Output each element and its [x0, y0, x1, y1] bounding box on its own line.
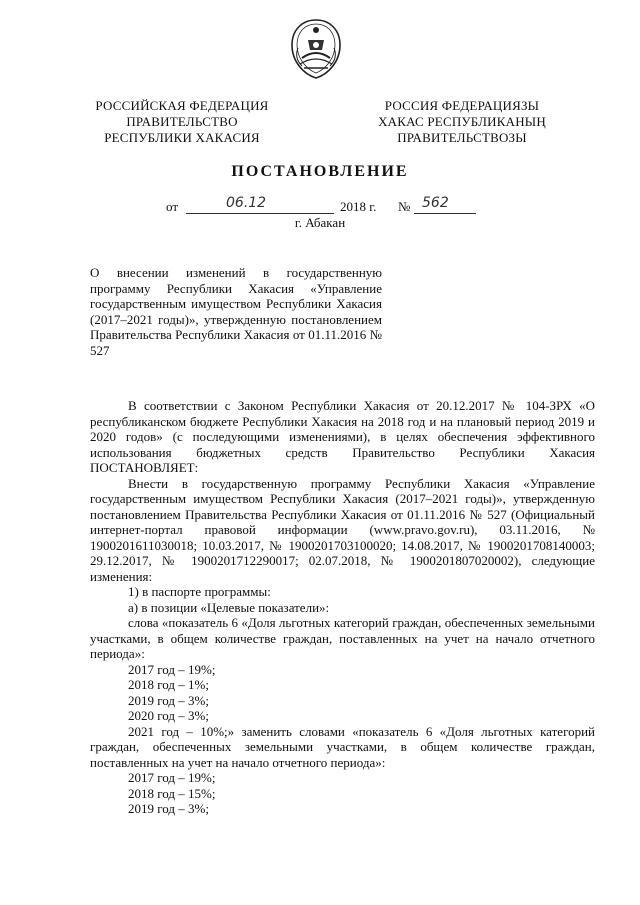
coat-of-arms-emblem — [288, 18, 344, 80]
body-paragraph: В соответствии с Законом Республики Хакасия от 20.12.2017 № 104-ЗРХ «О республиканском бюджете Республики Хакасия на 2018 год и на плановый период 2019 и 2020 годов» (с последующими изменениями), в целях обеспечения эффективного использования бюджетных средств Правительство Республики Хакасия ПОСТАНОВЛЯЕТ: — [90, 398, 595, 475]
year-value-line: 2018 год – 1%; — [128, 677, 209, 692]
document-subject: О внесении изменений в государственную программу Республики Хакасия «Управление государственным имуществом Республики Хакасия (2017–2021 годы)», утвержденную постановлением Правительства Республики Хакасия от 01.11.2016 № 527 — [90, 265, 382, 358]
header-right — [362, 98, 562, 146]
header-right-line: ПРАВИТЕЛЬСТВОЗЫ — [397, 130, 527, 145]
header-left — [82, 98, 282, 146]
header-right-line: РОССИЯ ФЕДЕРАЦИЯЗЫ — [384, 98, 540, 113]
city-label: г. Абакан — [294, 215, 346, 230]
body-paragraph: Внести в государственную программу Республики Хакасия «Управление государственным имуществом Республики Хакасия (2017–2021 годы)», утвержденную постановлением Правительства Республики Хакасия от 01.11.2016 № 527 (Официальный интернет-портал правовой информации (www.pravo.gov.ru), 03.11.2016, № 1900201611030018; 10.03.2017, № 1900201703100020; 14.08.2017, № 1900201708140003; 29.12.2017, № 1900201712290017; 02.07.2018, № 1900201807020002), следующие изменения: — [90, 475, 595, 584]
year-value-line: 2019 год – 3%; — [128, 692, 209, 708]
document-title: ПОСТАНОВЛЕНИЕ — [231, 163, 409, 180]
number-sign: № — [398, 199, 411, 214]
number-underline — [414, 213, 476, 214]
list-item: а) в позиции «Целевые показатели»: — [128, 599, 330, 615]
body-paragraph: 2021 год – 10%;» заменить словами «показатель 6 «Доля льготных категорий граждан, обеспеченных земельными участками, в общем количестве граждан, поставленных на учет на начало отчетного периода»: — [90, 723, 595, 770]
year-value-line: 2020 год – 3%; — [128, 708, 209, 723]
date-prefix: от — [166, 199, 179, 214]
body-paragraph: слова «показатель 6 «Доля льготных категорий граждан, обеспеченных земельными участками, в общем количестве граждан, поставленных на учет на начало отчетного периода»: — [90, 615, 595, 661]
header-left-line: РОССИЙСКАЯ ФЕДЕРАЦИЯ — [95, 98, 269, 113]
date-year: 2018 г. — [340, 199, 377, 214]
document-body — [90, 398, 595, 817]
header-right-line: ХАКАС РЕСПУБЛИКАНЫҢ — [378, 114, 546, 129]
list-item: 1) в паспорте программы: — [128, 584, 271, 599]
year-value-line: 2017 год – 19%; — [128, 770, 216, 785]
handwritten-date: 06.12 — [226, 195, 267, 211]
year-value-line: 2017 год – 19%; — [128, 661, 216, 677]
header-left-line: ПРАВИТЕЛЬСТВО — [126, 114, 238, 129]
date-underline — [186, 213, 334, 214]
year-value-line: 2018 год – 15%; — [128, 785, 216, 801]
header-left-line: РЕСПУБЛИКИ ХАКАСИЯ — [104, 130, 260, 145]
year-value-line: 2019 год – 3%; — [128, 801, 209, 816]
handwritten-number: 562 — [422, 195, 449, 211]
